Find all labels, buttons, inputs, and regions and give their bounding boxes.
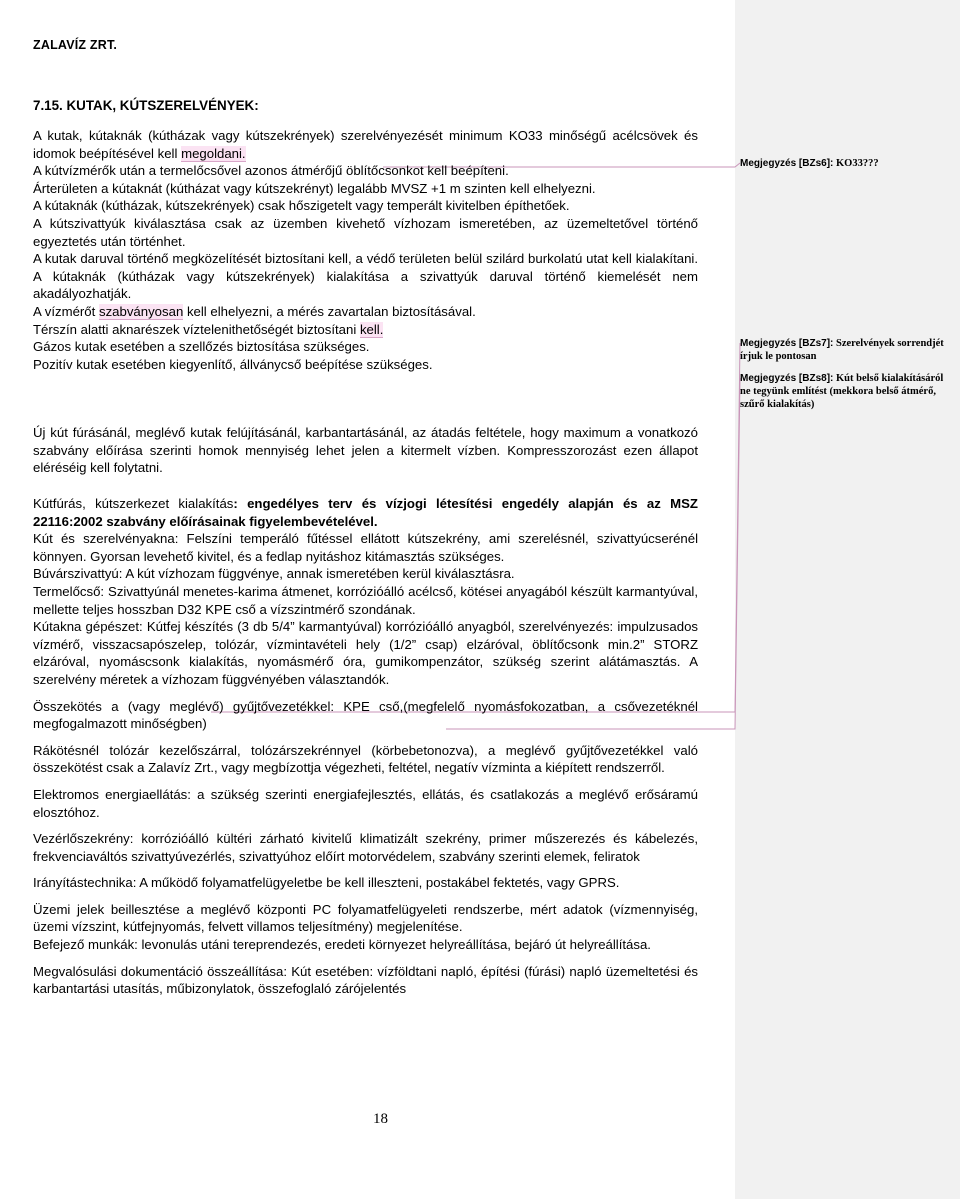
paragraph: Megvalósulási dokumentáció összeállítása: Kút esetében: vízföldtani napló, építési (fúrási) napló üzemeltetési és karbantartási utasítás, műbizonylatok, összefoglaló zárójelentés <box>33 963 699 997</box>
paragraph: Üzemi jelek beillesztése a meglévő központi PC folyamatfelügyeleti rendszerbe, mért adatok (vízmennyiség, üzemi vízszint, kútfejnyomás, felvett villamos teljesítmény) megjelenítése. <box>33 901 698 935</box>
paragraph: Árterületen a kútaknát (kútházat vagy kútszekrényt) legalább MVSZ +1 m szinten kell elhelyezni. <box>33 180 596 196</box>
paragraph: Gázos kutak esetében a szellőzés biztosítása szükséges. <box>33 339 370 355</box>
paragraph: A kutak, kútaknák (kútházak vagy kútszekrények) szerelvényezését minimum KO33 minőségű acélcsövek és idomok beépítésével kell megoldani. <box>33 128 698 161</box>
paragraph: Vezérlőszekrény: korrózióálló kültéri zárható kivitelű klimatizált szekrény, primer műszerezés és kábelezés, frekvenciaváltós szivattyúvezérlés, szivattyúhoz előírt motorvédelem, szabvány szerinti elemek, feliratok <box>33 831 698 864</box>
comment-anchor-bzs6[interactable]: megoldani. <box>181 145 246 161</box>
paragraph: Befejező munkák: levonulás utáni tereprendezés, eredeti környezet helyreállítása, bejáró út helyreállítása. <box>33 937 651 953</box>
paragraph: A vízmérőt szabványosan kell elhelyezni, a mérés zavartalan biztosításával. <box>33 303 476 319</box>
paragraph: Kútakna gépészet: Kútfej készítés (3 db 5/4” karmantyúval) korrózióálló anyagból, szerelvényezés: impulzusados vízmérő, visszacsapószelep, tolózár, vízmintavételi hely (1/2” csap) elzáróval, öblítőcsonk min.2” STORZ elzáróval, nyomáscsonk kialakítás, nyomásmérő óra, gumikompenzátor, szükség szerint alátámasztás. A szerelvény méretek a vízhozam függvényében választandók. <box>33 619 698 687</box>
paragraph: Új kút fúrásánál, meglévő kutak felújításánál, karbantartásánál, az átadás feltétele, hogy maximum a vonatkozó szabvány előírása szerinti homok mennyiség lehet jelen a kitermelt vízben. Kompresszorozást ezen állapot eléréséig kell folytatni. <box>33 425 698 476</box>
comment-tag: Megjegyzés [BZs8]: <box>740 373 834 384</box>
comment-text: Kút belső kialakításáról ne tegyünk említést (mekkora belső átmérő, szűrő kialakítás) <box>740 373 944 410</box>
paragraph: Elektromos energiaellátás: a szükség szerinti energiafejlesztés, ellátás, és csatlakozás a meglévő erősáramú elosztóhoz. <box>33 786 698 820</box>
paragraph: A kútaknák (kútházak, kútszekrények) csak hőszigetelt vagy temperált kivitelben építhetőek. <box>33 198 570 214</box>
paragraph: Rákötésnél tolózár kezelőszárral, tolózárszekrénnyel (körbebetonozva), a meglévő gyűjtővezetékkel való összekötést csak a Zalavíz Zrt., vagy megbízottja végezheti, feltétel, negatív vízminta a kiépített rendszerről. <box>33 742 698 776</box>
comment-text: Szerelvények sorrendjét írjuk le pontosan <box>740 338 944 362</box>
comment-bzs7[interactable] <box>740 337 954 363</box>
specification-block <box>33 495 698 998</box>
paragraph: A kutak daruval történő megközelítését biztosítani kell, a védő területen belül szilárd burkolatú utat kell kialakítani. A kútaknák (kútházak vagy kútszekrények) kialakítása a szivattyúk daruval történő kiemelését nem akadályozhatják. <box>33 251 698 302</box>
comment-anchor-bzs7[interactable]: szabványosan <box>98 303 184 319</box>
paragraph: Kút és szerelvényakna: Felszíni temperáló fűtéssel ellátott kútszekrény, ami szerelésnél, szivattyúcserénél könnyen. Gyorsan levehető kivitel, és a fedlap nyitáshoz kitámasztás szükséges. <box>33 531 698 564</box>
comment-text: KO33??? <box>835 158 879 169</box>
comment-bzs8[interactable] <box>740 372 954 411</box>
comment-bzs6[interactable] <box>740 157 954 170</box>
comment-tag: Megjegyzés [BZs7]: <box>740 338 834 349</box>
paragraph: Kútfúrás, kútszerkezet kialakítás: engedélyes terv és vízjogi létesítési engedély alapján és az MSZ 22116:2002 szabvány előírásainak figyelembevételével. <box>33 496 698 529</box>
section-heading: 7.15. KUTAK, KÚTSZERELVÉNYEK: <box>33 98 259 113</box>
comment-anchor-bzs8[interactable]: kell. <box>359 321 384 337</box>
paragraph: Búvárszivattyú: A kút vízhozam függvénye, annak ismeretében kerül kiválasztásra. <box>33 566 515 582</box>
paragraph: Térszín alatti aknarészek víztelenithetőségét biztosítani kell. <box>33 321 384 337</box>
comment-pane <box>735 0 960 1199</box>
comment-tag: Megjegyzés [BZs6]: <box>740 158 834 169</box>
page-number: 18 <box>373 1111 388 1127</box>
paragraph: A kútszivattyúk kiválasztása csak az üzemben kivehető vízhozam ismeretében, az üzemeltetővel történő egyeztetés után történhet. <box>33 215 698 249</box>
paragraph: A kútvízmérők után a termelőcsővel azonos átmérőjű öblítőcsonkot kell beépíteni. <box>33 163 509 179</box>
paragraph: Irányítástechnika: A működő folyamatfelügyeletbe be kell illeszteni, postakábel fektetés, vagy GPRS. <box>33 875 620 891</box>
acceptance-block <box>33 424 698 477</box>
paragraph: Pozitív kutak esetében kiegyenlítő, állványcső beépítése szükséges. <box>33 356 433 372</box>
paragraph: Összekötés a (vagy meglévő) gyűjtővezetékkel: KPE cső,(megfelelő nyomásfokozatban, a csővezetéknél megfogalmazott minőségben) <box>33 698 698 732</box>
company-name: ZALAVÍZ ZRT. <box>33 38 118 52</box>
paragraph: Termelőcső: Szivattyúnál menetes-karima átmenet, korrózióálló acélcső, kötései anyagából készült karmantyúval, mellette teljes hosszban D32 KPE cső a vízszintmérő szondának. <box>33 583 698 617</box>
requirements-block <box>33 127 698 373</box>
